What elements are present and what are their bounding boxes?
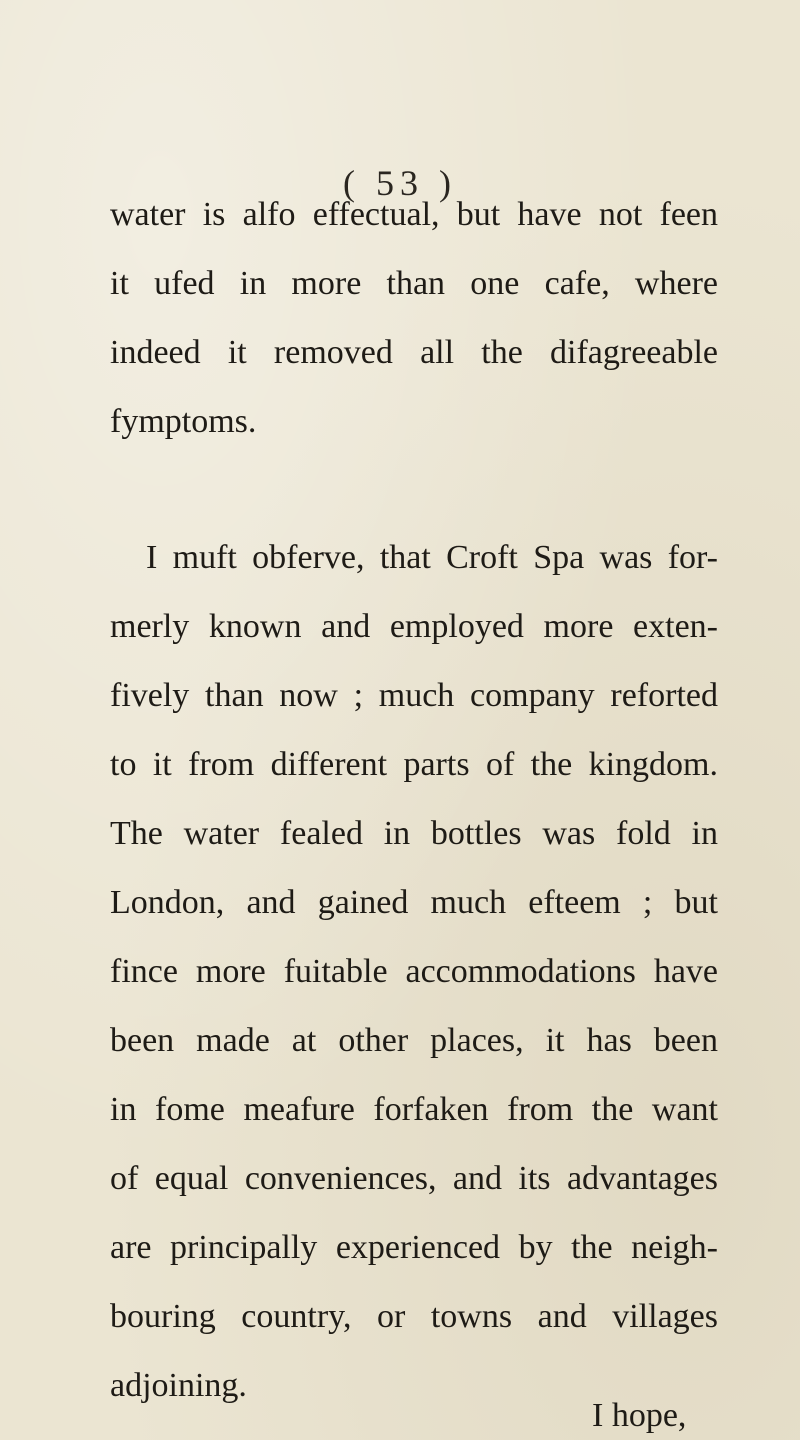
- text-line: bouring country, or towns and villages: [110, 1298, 718, 1335]
- text-line: adjoining.: [110, 1367, 247, 1404]
- text-line: it ufed in more than one cafe, where: [110, 265, 718, 302]
- text-line: I muft obferve, that Croft Spa was for-: [146, 539, 718, 576]
- text-line: London, and gained much efteem ; but: [110, 884, 718, 921]
- text-line: indeed it removed all the difagreeable: [110, 334, 718, 371]
- text-line: in fome meafure forfaken from the want: [110, 1091, 718, 1128]
- text-line: merly known and employed more exten-: [110, 608, 718, 645]
- text-line: of equal conveniences, and its advantages: [110, 1160, 718, 1197]
- text-line: fively than now ; much company reforted: [110, 677, 718, 714]
- text-line: fince more fuitable accommodations have: [110, 953, 718, 990]
- text-line: water is alfo effectual, but have not feen: [110, 196, 718, 233]
- text-line: fymptoms.: [110, 403, 257, 440]
- text-line: to it from different parts of the kingdom.: [110, 746, 718, 783]
- text-line: are principally experienced by the neigh-: [110, 1229, 718, 1266]
- catchword: I hope,: [592, 1397, 687, 1434]
- text-line: been made at other places, it has been: [110, 1022, 718, 1059]
- text-line: The water fealed in bottles was fold in: [110, 815, 718, 852]
- page-number: ( 53 ): [343, 163, 457, 203]
